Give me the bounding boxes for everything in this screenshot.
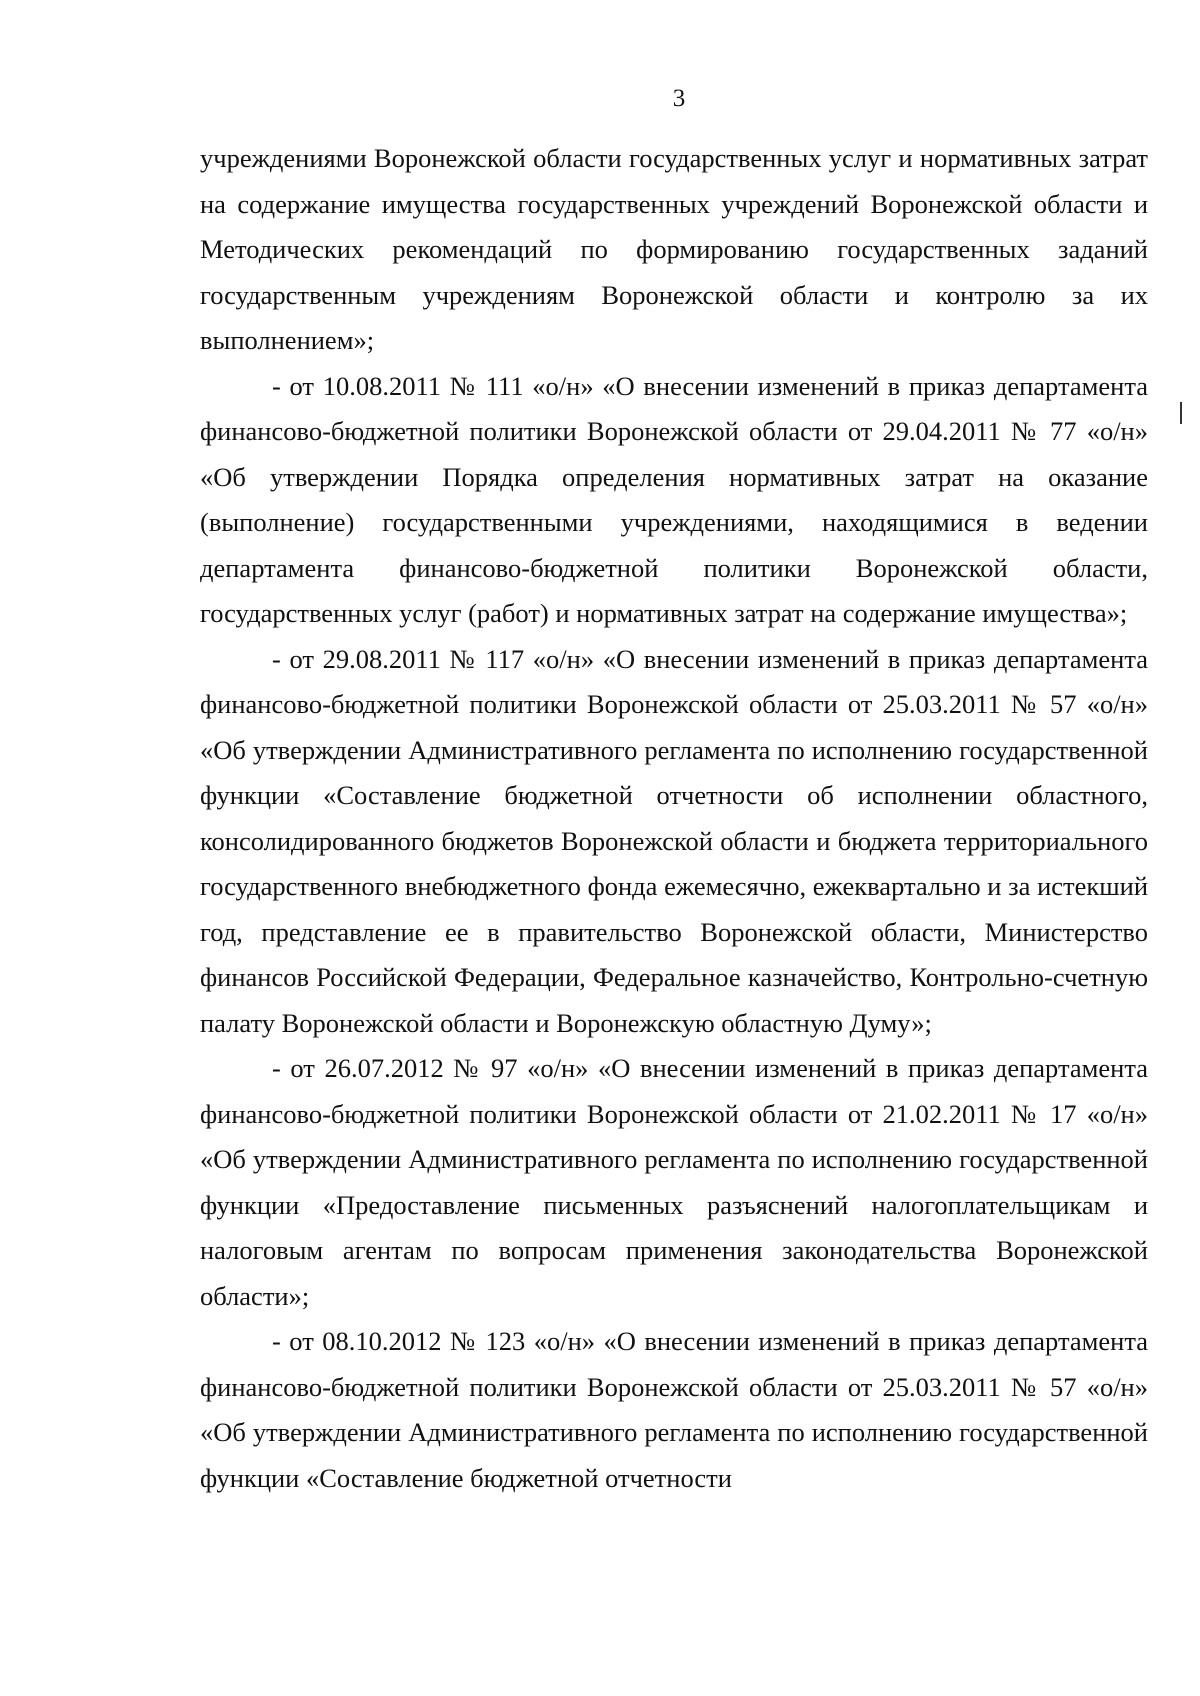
paragraph-order-97: - от 26.07.2012 № 97 «о/н» «О внесении изменений в приказ департамента финансово-бюджетной политики Воронежской области от 21.02.2011 № 17 «о/н» «Об утверждении Административного регламента по исполнению государственной функции «Предоставление письменных разъяснений налогоплательщикам и налоговым агентам по вопросам применения законодательства Воронежской области»; xyxy=(200,1053,1148,1311)
document-body xyxy=(200,136,1148,1501)
paragraph-order-123: - от 08.10.2012 № 123 «о/н» «О внесении изменений в приказ департамента финансово-бюджетной политики Воронежской области от 25.03.2011 № 57 «о/н» «Об утверждении Административного регламента по исполнению государственной функции «Составление бюджетной отчетности xyxy=(200,1326,1148,1493)
page-number: 3 xyxy=(672,85,686,112)
paragraph-continuation: учреждениями Воронежской области государственных услуг и нормативных затрат на содержание имущества государственных учреждений Воронежской области и Методических рекомендаций по формированию государственных заданий государственным учреждениям Воронежской области и контролю за их выполнением»; xyxy=(200,143,1148,355)
margin-mark xyxy=(1180,402,1182,424)
paragraph-order-117: - от 29.08.2011 № 117 «о/н» «О внесении изменений в приказ департамента финансово-бюджетной политики Воронежской области от 25.03.2011 № 57 «о/н» «Об утверждении Административного регламента по исполнению государственной функции «Составление бюджетной отчетности об исполнении областного, консолидированного бюджетов Воронежской области и бюджета территориального государственного внебюджетного фонда ежемесячно, ежеквартально и за истекший год, представление ее в правительство Воронежской области, Министерство финансов Российской Федерации, Федеральное казначейство, Контрольно-счетную палату Воронежской области и Воронежскую областную Думу»; xyxy=(200,643,1148,1038)
paragraph-order-111: - от 10.08.2011 № 111 «о/н» «О внесении изменений в приказ департамента финансово-бюджетной политики Воронежской области от 29.04.2011 № 77 «о/н» «Об утверждении Порядка определения нормативных затрат на оказание (выполнение) государственными учреждениями, находящимися в ведении департамента финансово-бюджетной политики Воронежской области, государственных услуг (работ) и нормативных затрат на содержание имущества»; xyxy=(200,370,1148,628)
